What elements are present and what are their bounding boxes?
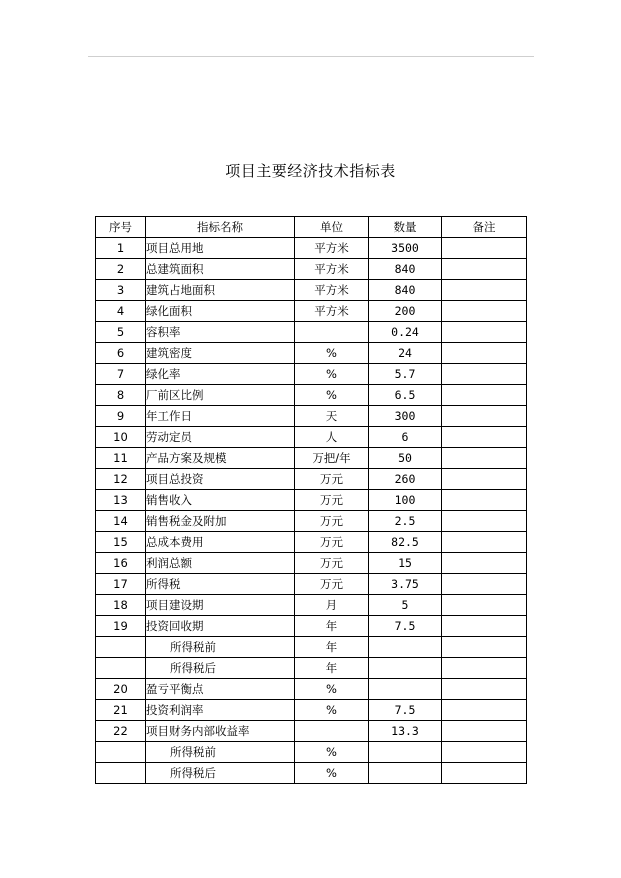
unit-cell: % xyxy=(295,385,369,406)
indicator-name-cell: 绿化面积 xyxy=(146,301,295,322)
unit-cell: 万元 xyxy=(295,574,369,595)
quantity-cell: 0.24 xyxy=(369,322,442,343)
indicator-name-cell: 项目财务内部收益率 xyxy=(146,721,295,742)
note-cell xyxy=(442,406,527,427)
note-cell xyxy=(442,700,527,721)
row-number-cell: 16 xyxy=(96,553,146,574)
note-cell xyxy=(442,595,527,616)
note-cell xyxy=(442,259,527,280)
quantity-cell: 840 xyxy=(369,280,442,301)
row-number-cell xyxy=(96,658,146,679)
quantity-cell: 840 xyxy=(369,259,442,280)
indicator-name-cell: 总建筑面积 xyxy=(146,259,295,280)
row-number-cell: 17 xyxy=(96,574,146,595)
table-row xyxy=(96,490,527,511)
table-row xyxy=(96,763,527,784)
unit-cell: 年 xyxy=(295,637,369,658)
quantity-cell: 2.5 xyxy=(369,511,442,532)
indicator-name-cell: 所得税后 xyxy=(146,763,295,784)
indicator-name-cell: 所得税后 xyxy=(146,658,295,679)
unit-cell: 平方米 xyxy=(295,280,369,301)
table-row xyxy=(96,301,527,322)
unit-cell: 万元 xyxy=(295,553,369,574)
indicator-name-cell: 销售税金及附加 xyxy=(146,511,295,532)
unit-cell xyxy=(295,721,369,742)
row-number-cell xyxy=(96,763,146,784)
column-header-note: 备注 xyxy=(442,217,527,238)
note-cell xyxy=(442,532,527,553)
indicator-name-cell: 所得税 xyxy=(146,574,295,595)
note-cell xyxy=(442,364,527,385)
note-cell xyxy=(442,343,527,364)
column-header-quantity: 数量 xyxy=(369,217,442,238)
table-row xyxy=(96,385,527,406)
row-number-cell: 20 xyxy=(96,679,146,700)
indicator-name-cell: 绿化率 xyxy=(146,364,295,385)
indicator-name-cell: 盈亏平衡点 xyxy=(146,679,295,700)
page-title: 项目主要经济技术指标表 xyxy=(225,162,396,180)
row-number-cell: 4 xyxy=(96,301,146,322)
indicator-table xyxy=(95,216,527,784)
indicator-name-cell: 建筑密度 xyxy=(146,343,295,364)
table-body xyxy=(96,238,527,784)
indicator-name-cell: 项目总投资 xyxy=(146,469,295,490)
indicator-name-cell: 投资利润率 xyxy=(146,700,295,721)
quantity-cell: 50 xyxy=(369,448,442,469)
row-number-cell: 10 xyxy=(96,427,146,448)
indicator-name-cell: 容积率 xyxy=(146,322,295,343)
column-header-name: 指标名称 xyxy=(146,217,295,238)
unit-cell: 月 xyxy=(295,595,369,616)
row-number-cell: 11 xyxy=(96,448,146,469)
indicator-name-cell: 投资回收期 xyxy=(146,616,295,637)
quantity-cell: 7.5 xyxy=(369,700,442,721)
quantity-cell: 100 xyxy=(369,490,442,511)
indicator-name-cell: 厂前区比例 xyxy=(146,385,295,406)
table-header-row xyxy=(96,217,527,238)
table-row xyxy=(96,742,527,763)
quantity-cell: 5 xyxy=(369,595,442,616)
quantity-cell: 300 xyxy=(369,406,442,427)
unit-cell: 年 xyxy=(295,658,369,679)
table-row xyxy=(96,322,527,343)
table-row xyxy=(96,637,527,658)
unit-cell: % xyxy=(295,364,369,385)
header-rule xyxy=(88,56,534,57)
indicator-name-cell: 所得税前 xyxy=(146,637,295,658)
row-number-cell xyxy=(96,742,146,763)
note-cell xyxy=(442,301,527,322)
note-cell xyxy=(442,490,527,511)
unit-cell: 人 xyxy=(295,427,369,448)
note-cell xyxy=(442,427,527,448)
row-number-cell: 18 xyxy=(96,595,146,616)
quantity-cell xyxy=(369,742,442,763)
quantity-cell: 5.7 xyxy=(369,364,442,385)
table-row xyxy=(96,616,527,637)
indicator-name-cell: 项目建设期 xyxy=(146,595,295,616)
indicator-name-cell: 项目总用地 xyxy=(146,238,295,259)
unit-cell: % xyxy=(295,679,369,700)
row-number-cell: 7 xyxy=(96,364,146,385)
quantity-cell xyxy=(369,679,442,700)
unit-cell: % xyxy=(295,763,369,784)
table-row xyxy=(96,448,527,469)
quantity-cell: 13.3 xyxy=(369,721,442,742)
unit-cell: 年 xyxy=(295,616,369,637)
indicator-name-cell: 年工作日 xyxy=(146,406,295,427)
table-row xyxy=(96,259,527,280)
table-row xyxy=(96,574,527,595)
note-cell xyxy=(442,679,527,700)
table-row xyxy=(96,679,527,700)
note-cell xyxy=(442,637,527,658)
note-cell xyxy=(442,385,527,406)
note-cell xyxy=(442,721,527,742)
table-row xyxy=(96,427,527,448)
unit-cell: % xyxy=(295,343,369,364)
unit-cell: 万元 xyxy=(295,469,369,490)
table-row xyxy=(96,553,527,574)
unit-cell: % xyxy=(295,700,369,721)
indicator-name-cell: 产品方案及规模 xyxy=(146,448,295,469)
row-number-cell: 14 xyxy=(96,511,146,532)
unit-cell: 平方米 xyxy=(295,259,369,280)
row-number-cell: 6 xyxy=(96,343,146,364)
quantity-cell: 200 xyxy=(369,301,442,322)
table-row xyxy=(96,658,527,679)
indicator-name-cell: 销售收入 xyxy=(146,490,295,511)
table-row xyxy=(96,406,527,427)
unit-cell: 万元 xyxy=(295,490,369,511)
row-number-cell: 15 xyxy=(96,532,146,553)
row-number-cell: 13 xyxy=(96,490,146,511)
unit-cell: 天 xyxy=(295,406,369,427)
note-cell xyxy=(442,511,527,532)
unit-cell: 平方米 xyxy=(295,238,369,259)
indicator-name-cell: 劳动定员 xyxy=(146,427,295,448)
row-number-cell: 19 xyxy=(96,616,146,637)
table-row xyxy=(96,343,527,364)
quantity-cell xyxy=(369,637,442,658)
indicator-name-cell: 所得税前 xyxy=(146,742,295,763)
quantity-cell xyxy=(369,658,442,679)
note-cell xyxy=(442,322,527,343)
column-header-unit: 单位 xyxy=(295,217,369,238)
quantity-cell: 3500 xyxy=(369,238,442,259)
row-number-cell: 3 xyxy=(96,280,146,301)
quantity-cell xyxy=(369,763,442,784)
unit-cell: 万把/年 xyxy=(295,448,369,469)
note-cell xyxy=(442,553,527,574)
table-row xyxy=(96,721,527,742)
note-cell xyxy=(442,574,527,595)
row-number-cell xyxy=(96,637,146,658)
table-row xyxy=(96,238,527,259)
note-cell xyxy=(442,658,527,679)
indicator-name-cell: 利润总额 xyxy=(146,553,295,574)
quantity-cell: 15 xyxy=(369,553,442,574)
table-row xyxy=(96,280,527,301)
unit-cell: % xyxy=(295,742,369,763)
unit-cell: 万元 xyxy=(295,532,369,553)
row-number-cell: 22 xyxy=(96,721,146,742)
unit-cell xyxy=(295,322,369,343)
quantity-cell: 260 xyxy=(369,469,442,490)
note-cell xyxy=(442,616,527,637)
table-row xyxy=(96,595,527,616)
indicator-name-cell: 总成本费用 xyxy=(146,532,295,553)
column-header-no: 序号 xyxy=(96,217,146,238)
note-cell xyxy=(442,763,527,784)
quantity-cell: 24 xyxy=(369,343,442,364)
quantity-cell: 6.5 xyxy=(369,385,442,406)
indicator-name-cell: 建筑占地面积 xyxy=(146,280,295,301)
unit-cell: 平方米 xyxy=(295,301,369,322)
table-row xyxy=(96,364,527,385)
note-cell xyxy=(442,448,527,469)
quantity-cell: 7.5 xyxy=(369,616,442,637)
unit-cell: 万元 xyxy=(295,511,369,532)
quantity-cell: 3.75 xyxy=(369,574,442,595)
note-cell xyxy=(442,280,527,301)
note-cell xyxy=(442,469,527,490)
row-number-cell: 21 xyxy=(96,700,146,721)
quantity-cell: 82.5 xyxy=(369,532,442,553)
row-number-cell: 2 xyxy=(96,259,146,280)
note-cell xyxy=(442,742,527,763)
table-row xyxy=(96,469,527,490)
row-number-cell: 12 xyxy=(96,469,146,490)
note-cell xyxy=(442,238,527,259)
table-row xyxy=(96,511,527,532)
row-number-cell: 8 xyxy=(96,385,146,406)
quantity-cell: 6 xyxy=(369,427,442,448)
row-number-cell: 5 xyxy=(96,322,146,343)
row-number-cell: 1 xyxy=(96,238,146,259)
row-number-cell: 9 xyxy=(96,406,146,427)
table-row xyxy=(96,700,527,721)
table-row xyxy=(96,532,527,553)
